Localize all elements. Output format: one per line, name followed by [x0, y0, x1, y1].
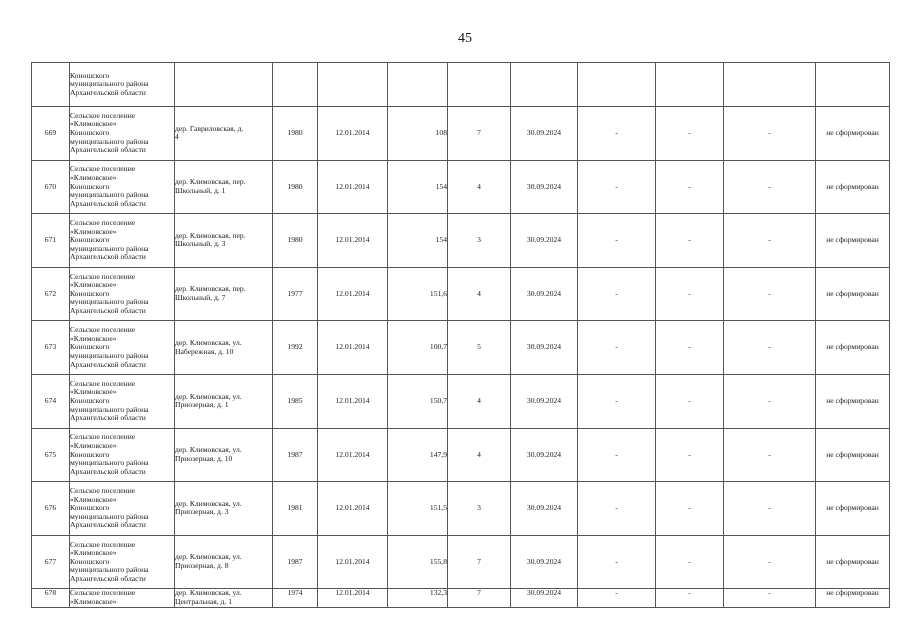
recognition-date: 12.01.2014 — [335, 556, 370, 566]
floor-area: 151,6 — [429, 288, 447, 298]
dash-value-1: - — [615, 288, 618, 298]
year-built: 1987 — [287, 449, 303, 459]
table-row — [32, 107, 890, 161]
dash-value-3: - — [768, 556, 771, 566]
dash-value-3: - — [768, 395, 771, 405]
residents-count: 4 — [477, 181, 481, 191]
year-built: 1980 — [287, 235, 303, 245]
dash-value-1: - — [615, 395, 618, 405]
relocation-deadline: 30.09.2024 — [526, 181, 562, 191]
dash-value-3: - — [768, 449, 771, 459]
land-status: не сформирован — [826, 449, 879, 459]
table-row-continuation — [32, 63, 890, 107]
residents-count: 7 — [477, 556, 481, 566]
table-row — [32, 482, 890, 536]
table-row — [32, 589, 890, 607]
recognition-date: 12.01.2014 — [335, 235, 370, 245]
table-row — [32, 321, 890, 375]
residents-count: 7 — [477, 128, 481, 137]
dash-value-1: - — [615, 588, 618, 598]
address: дер. Климовская, пер. Школьный, д. 1 — [175, 177, 246, 195]
relocation-deadline: 30.09.2024 — [526, 449, 562, 459]
dash-value-2: - — [688, 181, 691, 191]
address: дер. Климовская, ул. Приозерная, д. 1 — [175, 391, 242, 410]
housing-register-table — [31, 62, 890, 608]
dash-value-1: - — [615, 449, 618, 459]
recognition-date: 12.01.2014 — [335, 395, 370, 405]
dash-value-1: - — [615, 342, 618, 352]
land-status: не сформирован — [826, 588, 879, 598]
dash-value-3: - — [768, 128, 771, 137]
row-number: 671 — [44, 235, 57, 245]
dash-value-2: - — [688, 395, 691, 405]
dash-value-2: - — [688, 235, 691, 245]
land-status: не сформирован — [826, 128, 879, 137]
year-built: 1981 — [287, 503, 303, 513]
address: дер. Климовская, ул. Приозерная, д. 3 — [175, 498, 242, 517]
recognition-date: 12.01.2014 — [335, 181, 370, 191]
land-status: не сформирован — [826, 288, 879, 298]
land-status: не сформирован — [826, 503, 879, 513]
recognition-date: 12.01.2014 — [335, 342, 370, 352]
dash-value-1: - — [615, 235, 618, 245]
dash-value-3: - — [768, 342, 771, 352]
table-row — [32, 428, 890, 482]
row-number: 677 — [44, 556, 57, 566]
dash-value-3: - — [768, 503, 771, 513]
land-status: не сформирован — [826, 235, 879, 245]
year-built: 1980 — [287, 128, 303, 137]
residents-count: 3 — [477, 503, 481, 513]
relocation-deadline: 30.09.2024 — [526, 588, 562, 598]
settlement-name: Сельское поселение «Климовское» Коношского муниципального района Архангельской области — [70, 110, 149, 155]
settlement-name: Сельское поселение «Климовское» Коношского муниципального района Архангельской области — [70, 485, 149, 530]
address: дер. Климовская, ул. Приозерная, д. 8 — [175, 552, 242, 571]
recognition-date: 12.01.2014 — [335, 503, 370, 513]
address: дер. Климовская, ул. Набережная, д. 10 — [175, 338, 242, 356]
row-number: 672 — [44, 288, 57, 298]
floor-area: 154 — [435, 181, 447, 191]
row-number: 675 — [44, 449, 57, 459]
settlement-name: Сельское поселение «Климовское» Коношского муниципального района Архангельской области — [70, 432, 149, 476]
floor-area: 132,3 — [429, 588, 447, 598]
row-number: 673 — [44, 342, 57, 352]
recognition-date: 12.01.2014 — [335, 128, 370, 137]
land-status: не сформирован — [826, 395, 879, 405]
dash-value-3: - — [768, 288, 771, 298]
floor-area: 108 — [435, 128, 447, 137]
settlement-name: Сельское поселение «Климовское» Коношского муниципального района Архангельской области — [70, 218, 149, 262]
land-status: не сформирован — [826, 181, 879, 191]
table-row — [32, 214, 890, 268]
land-status: не сформирован — [826, 342, 879, 352]
row-number: 674 — [44, 395, 57, 405]
dash-value-3: - — [768, 235, 771, 245]
address: дер. Климовская, ул. Приозерная, д. 10 — [175, 445, 242, 463]
land-status: не сформирован — [826, 556, 879, 566]
year-built: 1985 — [287, 395, 303, 405]
year-built: 1987 — [287, 556, 303, 566]
row-number: 669 — [44, 128, 57, 137]
settlement-name: Сельское поселение «Климовское» Коношского муниципального района Архангельской области — [70, 325, 149, 369]
row-number: 676 — [44, 503, 57, 513]
settlement-name: Коношского муниципального района Архангельской области — [70, 70, 149, 97]
address: дер. Климовская, ул. Центральная, д. 1 — [175, 588, 242, 606]
dash-value-2: - — [688, 449, 691, 459]
dash-value-3: - — [768, 588, 771, 598]
settlement-name: Сельское поселение «Климовское» — [70, 588, 136, 606]
residents-count: 4 — [477, 449, 481, 459]
relocation-deadline: 30.09.2024 — [526, 288, 562, 298]
floor-area: 154 — [435, 235, 447, 245]
relocation-deadline: 30.09.2024 — [526, 342, 562, 352]
dash-value-2: - — [688, 128, 691, 137]
dash-value-1: - — [615, 503, 618, 513]
table-row — [32, 535, 890, 589]
residents-count: 4 — [477, 395, 481, 405]
recognition-date: 12.01.2014 — [335, 588, 370, 598]
relocation-deadline: 30.09.2024 — [526, 128, 562, 137]
dash-value-2: - — [688, 342, 691, 352]
settlement-name: Сельское поселение «Климовское» Коношского муниципального района Архангельской области — [70, 378, 149, 423]
residents-count: 7 — [477, 588, 481, 598]
dash-value-2: - — [688, 288, 691, 298]
year-built: 1974 — [287, 588, 303, 598]
year-built: 1992 — [287, 342, 303, 352]
floor-area: 147,9 — [429, 449, 447, 459]
residents-count: 3 — [477, 235, 481, 245]
row-number: 670 — [44, 181, 57, 191]
dash-value-1: - — [615, 181, 618, 191]
recognition-date: 12.01.2014 — [335, 288, 370, 298]
table-row — [32, 374, 890, 428]
floor-area: 100,7 — [429, 342, 447, 352]
year-built: 1977 — [287, 288, 303, 298]
residents-count: 5 — [477, 342, 481, 352]
settlement-name: Сельское поселение «Климовское» Коношского муниципального района Архангельской области — [70, 539, 149, 583]
relocation-deadline: 30.09.2024 — [526, 556, 562, 566]
floor-area: 155,8 — [429, 556, 447, 566]
table-row — [32, 267, 890, 321]
relocation-deadline: 30.09.2024 — [526, 395, 562, 405]
dash-value-2: - — [688, 556, 691, 566]
address: дер. Климовская, пер. Школьный, д. 3 — [175, 230, 246, 249]
dash-value-3: - — [768, 181, 771, 191]
floor-area: 151,5 — [429, 503, 447, 513]
dash-value-1: - — [615, 556, 618, 566]
dash-value-1: - — [615, 128, 618, 137]
recognition-date: 12.01.2014 — [335, 449, 370, 459]
page-number: 45 — [458, 31, 472, 46]
dash-value-2: - — [688, 588, 691, 598]
address: дер. Климовская, пер. Школьный, д. 7 — [175, 284, 246, 303]
relocation-deadline: 30.09.2024 — [526, 503, 562, 513]
residents-count: 4 — [477, 288, 481, 298]
year-built: 1980 — [287, 181, 303, 191]
address: дер. Гавриловская, д. 4 — [175, 123, 244, 142]
table-row — [32, 160, 890, 214]
row-number: 678 — [44, 588, 57, 598]
floor-area: 150,7 — [429, 395, 447, 405]
settlement-name: Сельское поселение «Климовское» Коношского муниципального района Архангельской области — [70, 271, 149, 315]
dash-value-2: - — [688, 503, 691, 513]
relocation-deadline: 30.09.2024 — [526, 235, 562, 245]
settlement-name: Сельское поселение «Климовское» Коношского муниципального района Архангельской области — [70, 164, 149, 208]
